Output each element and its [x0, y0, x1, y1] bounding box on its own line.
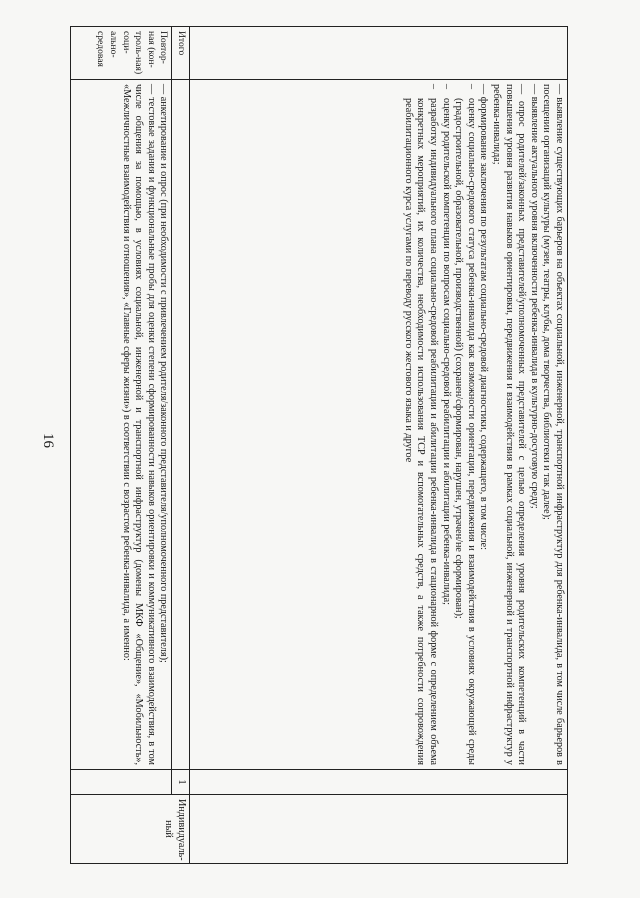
total-content-cell — [172, 80, 190, 770]
list-item: – оценку социально-средового статуса ребенка-инвалида как возможности ориентации, передвижения и взаимодействия в условиях окружающей среды (градостроительной, образовательной, производственной) (сохранен/сформирован, нарушен, утрачен/не сформирован); — [453, 84, 477, 765]
total-type: Индивидуаль-ный — [71, 795, 190, 864]
row2-label: Повтор-ная (кон-троль-ная) соци-ально-средовая — [71, 27, 172, 80]
row1-content-cell — [190, 80, 568, 770]
paragraph: — выявление существующих барьеров на объектах социальной, инженерной, транспортной инфраструктур для ребенка-инвалида, в том числе барьеров в посещении организаций культуры (музеи, театры, клубы, дома творчества, библиотеки и так далее); — [541, 84, 565, 765]
paragraph: — анкетирование и опрос (при необходимости с привлечением родителя/законного представителя/уполномоченного представителя); — [158, 84, 170, 663]
list-item: – разработку индивидуального плана социально-средовой реабилитации и абилитации ребенка-инвалида в стационарной форме с определением объема конкретных мероприятий, их количества, необходимости использования ТСР и вспомогательных средств, а также потребности сопровождения реабилитационного курса услугами по переводу русского жестового языка и другое — [402, 84, 440, 765]
total-count: 1 — [172, 770, 190, 795]
row2-content-cell — [71, 80, 172, 770]
paragraph: — формирование заключения по результатам социально-средовой диагностики, содержащего, в том числе: — [478, 84, 490, 550]
paragraph: — выявление актуального уровня включенности ребенка-инвалида в культурно-досуговую среду; — [528, 84, 540, 509]
rotated-table-sheet — [70, 26, 568, 864]
row1-label-cell — [190, 27, 568, 80]
row1-count-cell — [190, 770, 568, 795]
dash-marker: – — [440, 84, 452, 90]
list-item: – оценку родительской компетенции по вопросам социально-средовой реабилитации и абилитации ребенка-инвалида; — [440, 84, 452, 605]
paragraph: — тестовые задания и функциональные пробы для оценки степени сформированности навыков ориентировки и коммуникативного взаимодействия, в том числе общения за помощью, в условиях социальной, инженерной и транспортной инфраструктур (домены МКФ «Общение», «Мобильность», «Межличностные взаимодействия и отношения», «Главные сферы жизни») в соответствии с возрастом ребенка-инвалида, а именно: — [120, 84, 157, 765]
row2-count-cell — [71, 770, 172, 795]
page-number: 16 — [40, 433, 56, 448]
table-row — [71, 27, 172, 864]
rehabilitation-table — [70, 26, 568, 864]
total-label: Итого — [172, 27, 190, 80]
dash-marker: – — [428, 84, 440, 90]
table-row — [190, 27, 568, 864]
total-row — [172, 27, 190, 864]
row1-type-cell — [190, 795, 568, 864]
paragraph: — опрос родителей/законных представителей/уполномоченных представителей с целью определения уровня родительских компетенций в части повышения уровня развития навыков ориентировки, передвижения и взаимодействия в рамках социальной, инженерной и транспортной инфраструктур у ребенка-инвалида; — [491, 84, 528, 765]
dash-marker: – — [465, 84, 477, 90]
